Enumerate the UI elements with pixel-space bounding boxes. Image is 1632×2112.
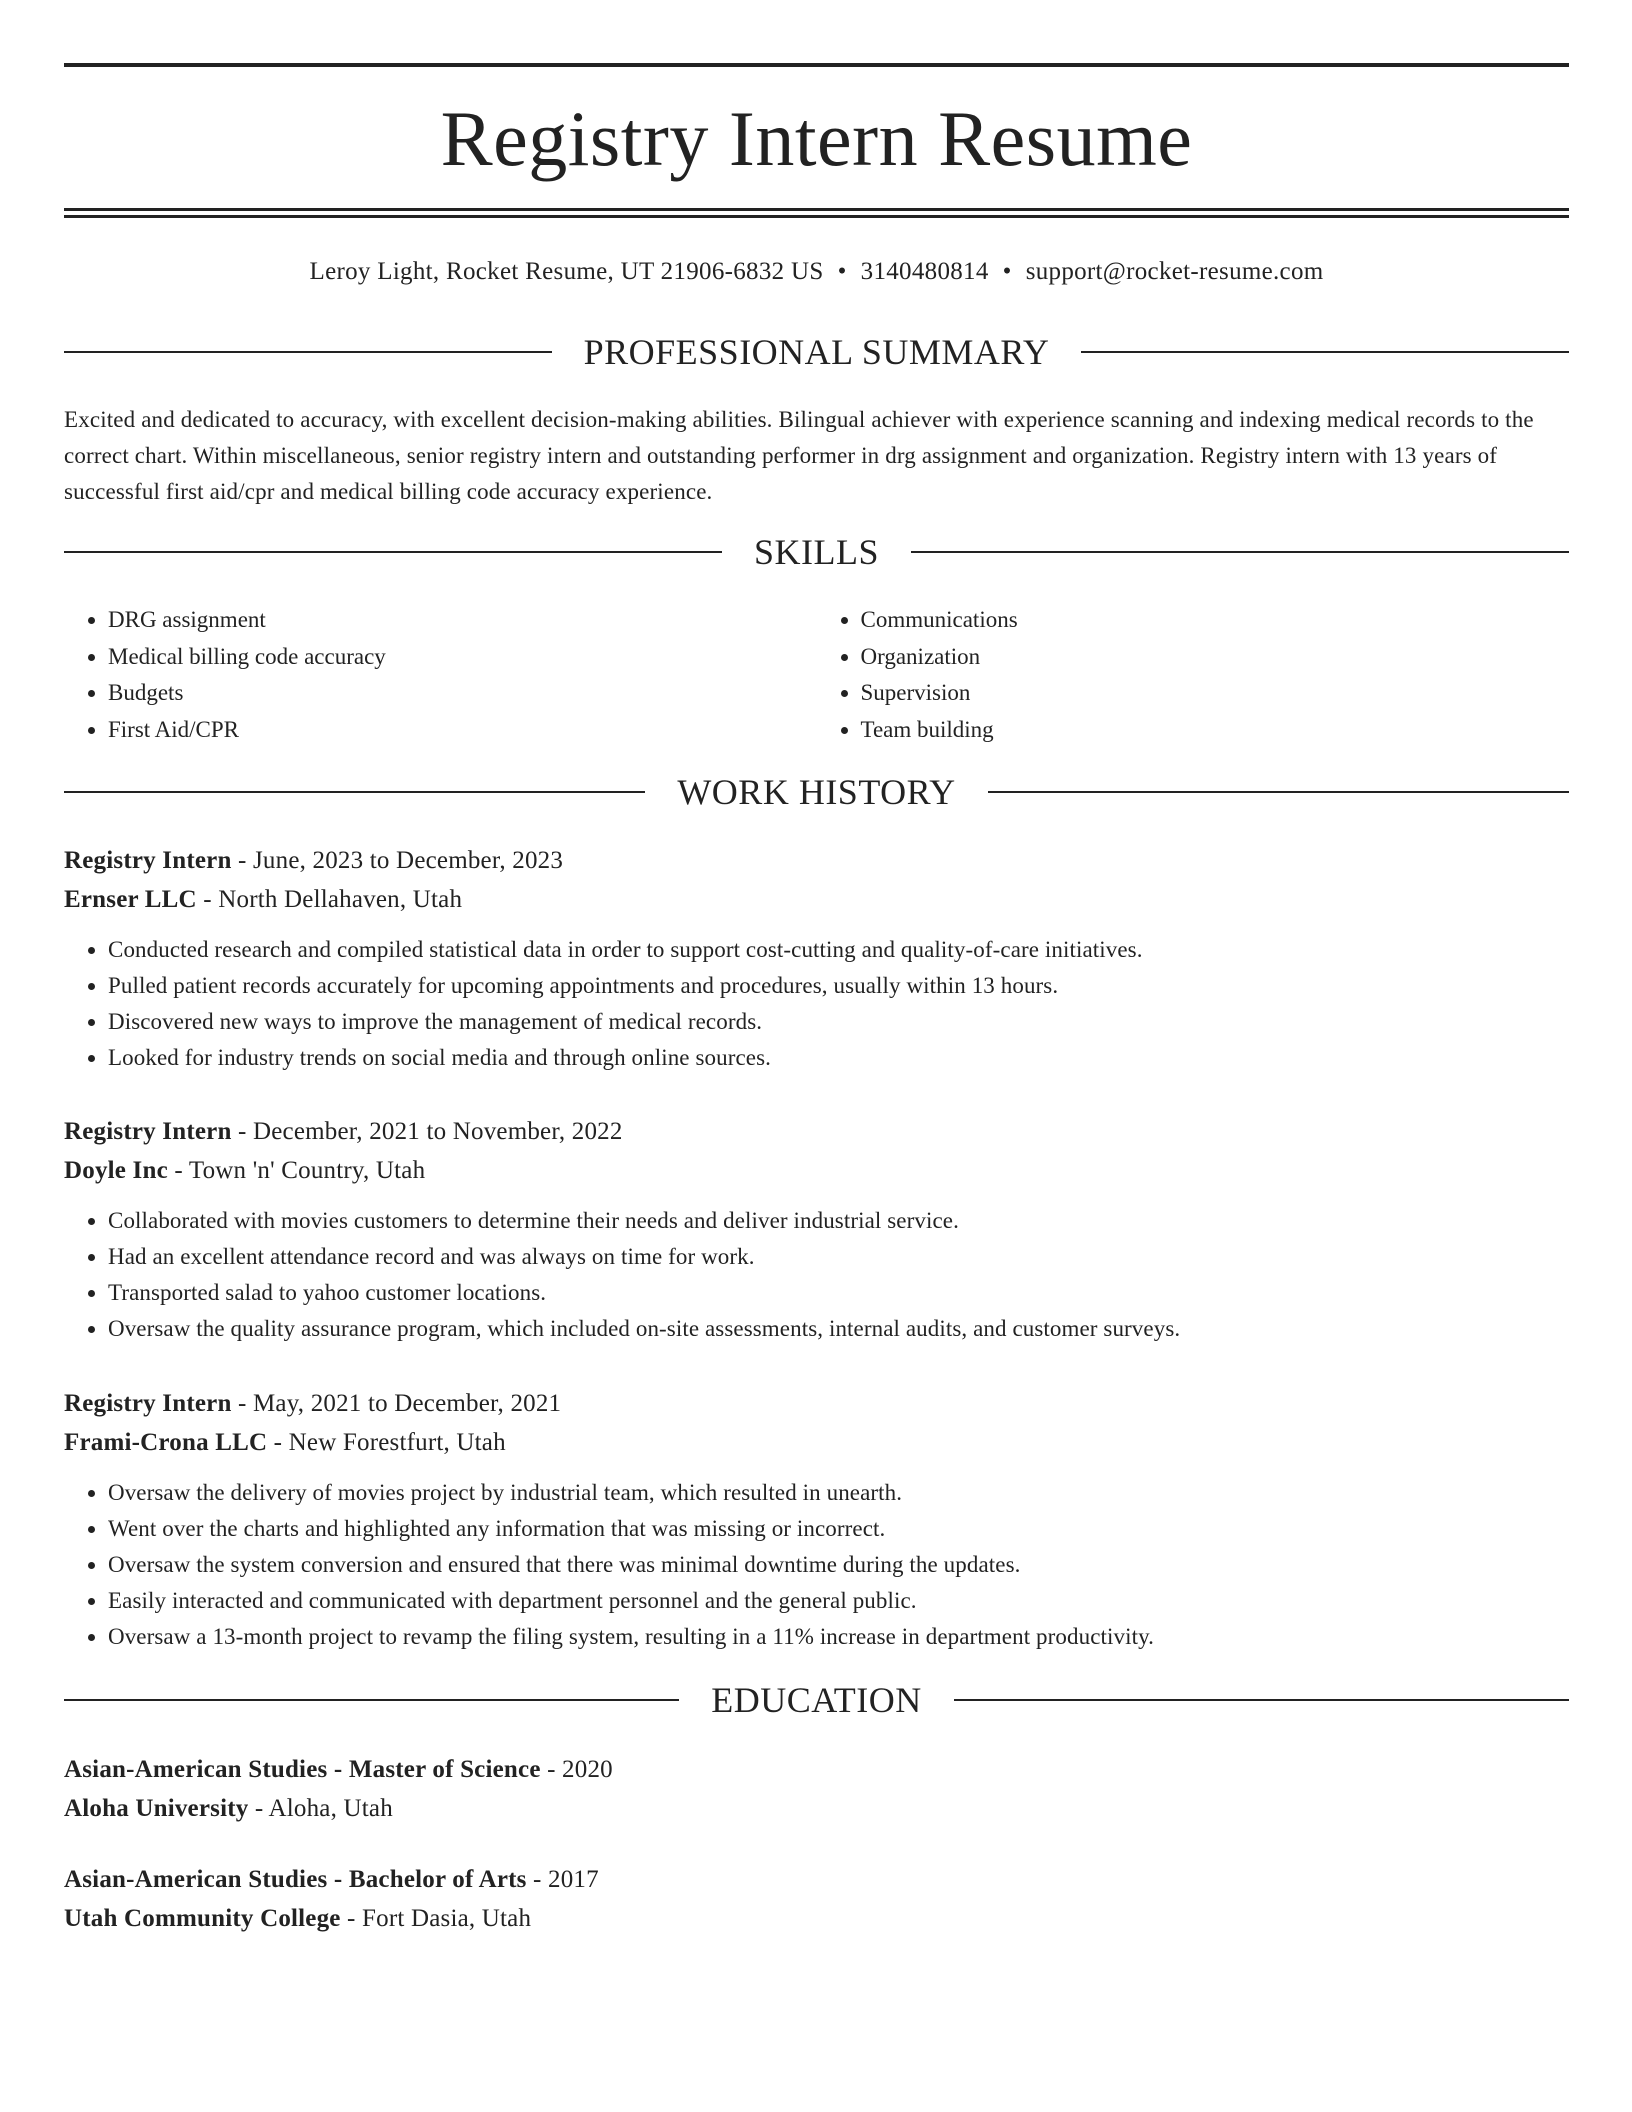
job-title: Registry Intern	[64, 1390, 232, 1417]
job-bullet: • Collaborated with movies customers to determine their needs and deliver industrial service.	[108, 1203, 1569, 1239]
contact-email: support@rocket-resume.com	[1025, 258, 1324, 285]
education-degree-line	[64, 1750, 1569, 1789]
section-rule	[64, 1699, 679, 1701]
skills-list	[64, 602, 1569, 748]
section-header-skills	[64, 530, 1569, 574]
education-school-line	[64, 1789, 1569, 1828]
job-bullet: • Looked for industry trends on social media and through online sources.	[108, 1040, 1569, 1076]
job-bullet: • Conducted research and compiled statistical data in order to support cost-cutting and quality-of-care initiatives.	[108, 932, 1569, 968]
job-company: Frami-Crona LLC	[64, 1429, 268, 1456]
job-title: Registry Intern	[64, 1118, 232, 1145]
title-double-rule	[64, 208, 1569, 218]
education-degree-line	[64, 1860, 1569, 1899]
section-title-skills: SKILLS	[754, 532, 880, 572]
skill-item: • DRG assignment	[108, 602, 817, 639]
job-bullet: • Oversaw a 13-month project to revamp the filing system, resulting in a 11% increase in department productivity.	[108, 1619, 1569, 1655]
education-school-line	[64, 1899, 1569, 1938]
job-title-line	[64, 1113, 1569, 1151]
job-bullet: • Transported salad to yahoo customer locations.	[108, 1275, 1569, 1311]
skills-column-right	[817, 602, 1570, 748]
skill-item: • First Aid/CPR	[108, 712, 817, 749]
job-location: - New Forestfurt, Utah	[267, 1429, 506, 1456]
education-entry	[64, 1860, 1569, 1938]
job-company-line	[64, 1152, 1569, 1190]
summary-text: Excited and dedicated to accuracy, with excellent decision-making abilities. Bilingual achiever with experience scanning and indexing medical records to the correct chart. Within miscellaneous, senior registry intern and outstanding performer in drg assignment and organization. Registry intern with 13 years of successful first aid/cpr and medical billing code accuracy experience.	[64, 407, 1534, 504]
section-rule	[911, 551, 1569, 553]
job-bullet: • Went over the charts and highlighted any information that was missing or incorrect.	[108, 1511, 1569, 1547]
job-location: - North Dellahaven, Utah	[196, 886, 463, 913]
contact-phone: 3140480814	[860, 258, 989, 285]
job-bullets	[64, 932, 1569, 1076]
job-title-line	[64, 842, 1569, 880]
job-bullet: • Easily interacted and communicated with department personnel and the general public.	[108, 1583, 1569, 1619]
job-location: - Town 'n' Country, Utah	[167, 1157, 426, 1184]
education-degree: Asian-American Studies - Master of Science	[64, 1756, 541, 1783]
section-title-summary: PROFESSIONAL SUMMARY	[583, 332, 1050, 372]
skill-item: • Budgets	[108, 675, 817, 712]
skills-column-left	[64, 602, 817, 748]
job-company: Ernser LLC	[64, 886, 197, 913]
section-rule	[988, 791, 1569, 793]
skill-item: • Team building	[861, 712, 1570, 749]
education-year: - 2017	[526, 1866, 599, 1893]
job-bullet: • Oversaw the quality assurance program, which included on-site assessments, internal audits, and customer surveys.	[108, 1311, 1569, 1347]
section-rule	[64, 791, 645, 793]
education-entry	[64, 1750, 1569, 1828]
contact-separator: •	[1002, 258, 1012, 285]
contact-line	[64, 255, 1569, 289]
resume-title: Registry Intern Resume	[440, 95, 1193, 182]
education-location: - Aloha, Utah	[248, 1795, 393, 1822]
education-school: Aloha University	[64, 1795, 249, 1822]
section-rule	[64, 351, 552, 353]
section-title-work: WORK HISTORY	[677, 772, 956, 812]
skill-item: • Communications	[861, 602, 1570, 639]
job-bullet: • Oversaw the system conversion and ensured that there was minimal downtime during the updates.	[108, 1547, 1569, 1583]
job-dates: - June, 2023 to December, 2023	[231, 847, 564, 874]
section-rule	[64, 551, 722, 553]
section-rule	[954, 1699, 1569, 1701]
job-title-line	[64, 1385, 1569, 1423]
skill-item: • Medical billing code accuracy	[108, 639, 817, 676]
education-location: - Fort Dasia, Utah	[340, 1905, 532, 1932]
job-bullet: • Had an excellent attendance record and was always on time for work.	[108, 1239, 1569, 1275]
top-rule	[64, 63, 1569, 67]
education-degree: Asian-American Studies - Bachelor of Arts	[64, 1866, 527, 1893]
job-dates: - December, 2021 to November, 2022	[231, 1118, 623, 1145]
job-bullets	[64, 1203, 1569, 1347]
job-bullet: • Oversaw the delivery of movies project by industrial team, which resulted in unearth.	[108, 1475, 1569, 1511]
skill-item: • Supervision	[861, 675, 1570, 712]
section-title-education: EDUCATION	[711, 1680, 922, 1720]
job-entry	[64, 1113, 1569, 1347]
section-header-education	[64, 1678, 1569, 1722]
job-bullet: • Discovered new ways to improve the management of medical records.	[108, 1004, 1569, 1040]
job-title: Registry Intern	[64, 847, 232, 874]
education-year: - 2020	[540, 1756, 613, 1783]
job-bullets	[64, 1475, 1569, 1655]
job-entry	[64, 842, 1569, 1076]
job-company: Doyle Inc	[64, 1157, 168, 1184]
contact-address: Leroy Light, Rocket Resume, UT 21906-6832 US	[309, 258, 824, 285]
contact-separator: •	[837, 258, 847, 285]
section-rule	[1081, 351, 1569, 353]
job-company-line	[64, 1424, 1569, 1462]
section-header-summary	[64, 330, 1569, 374]
section-header-work	[64, 770, 1569, 814]
job-bullet: • Pulled patient records accurately for upcoming appointments and procedures, usually within 13 hours.	[108, 968, 1569, 1004]
job-dates: - May, 2021 to December, 2021	[231, 1390, 562, 1417]
job-entry	[64, 1385, 1569, 1655]
skill-item: • Organization	[861, 639, 1570, 676]
job-company-line	[64, 881, 1569, 919]
education-school: Utah Community College	[64, 1905, 341, 1932]
